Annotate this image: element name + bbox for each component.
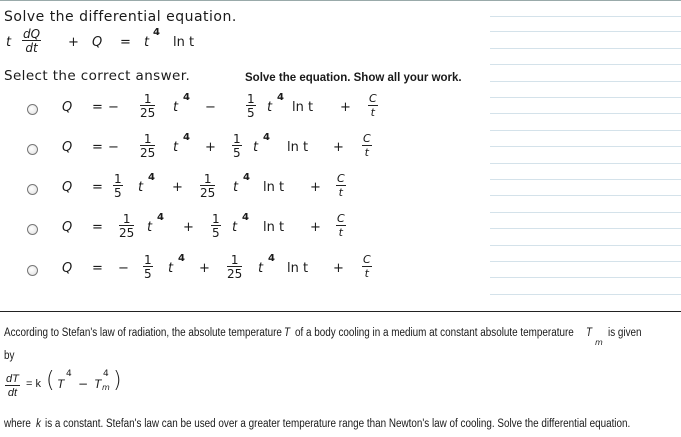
stefan-line2a: where: [4, 418, 31, 430]
option-op: −: [205, 100, 216, 115]
coef2-num: 1: [227, 254, 242, 267]
option-plus: +: [333, 140, 344, 155]
option-equals: =: [92, 140, 103, 155]
option-plus: +: [310, 220, 321, 235]
option-var: Q: [62, 261, 73, 276]
coef2-den: 25: [200, 186, 216, 200]
option-coef1: [140, 93, 155, 119]
eq-t2: t: [144, 35, 150, 50]
option-exp1: 4: [183, 132, 190, 143]
eq-equals: =: [120, 35, 131, 50]
coef1-den: 25: [140, 146, 156, 160]
option-exp1: 4: [178, 253, 185, 264]
option-coef2: [200, 173, 215, 199]
radio-button[interactable]: [27, 144, 38, 155]
option-coef2: [232, 133, 242, 159]
option-coef2: [211, 213, 221, 239]
select-answer-label: Select the correct answer.: [4, 68, 191, 84]
stefan-m: m: [595, 338, 603, 347]
coef2-num: 1: [233, 132, 241, 146]
coef2-den: 5: [233, 146, 241, 160]
radio-button[interactable]: [27, 104, 38, 115]
work-instruction: Solve the equation. Show all your work.: [245, 72, 462, 84]
option-C-over-t: [362, 254, 372, 280]
option-equals: =: [92, 180, 103, 195]
option-var: Q: [62, 220, 73, 235]
coef2-num: 1: [247, 92, 255, 106]
stefan-dT-dt: [5, 373, 20, 399]
radio-button[interactable]: [27, 224, 38, 235]
stefan-line1b: of a body cooling in a medium at constant absolute temperature: [295, 327, 574, 339]
eq-t: t: [6, 35, 12, 50]
C-num: C: [369, 92, 377, 105]
option-exp2: 4: [277, 92, 284, 103]
problem-title: Solve the differential equation.: [4, 9, 237, 25]
eq-dt: dt: [25, 41, 38, 55]
ruled-lines: [490, 0, 681, 305]
stefan-line2b: is a constant. Stefan's law can be used over a greater temperature range than Newton's law of cooling. Solve the differential equation.: [45, 418, 631, 430]
eq-dq: dQ: [23, 27, 41, 41]
stefan-m2: m: [102, 383, 110, 392]
coef2-num: 1: [200, 173, 215, 186]
option-equals: =: [92, 220, 103, 235]
eq-dq-dt: [22, 28, 41, 54]
stefan-rparen: ): [113, 368, 122, 393]
option-t1: t: [168, 261, 174, 276]
radio-button[interactable]: [27, 265, 38, 276]
coef1-den: 25: [140, 106, 156, 120]
option-exp1: 4: [157, 212, 164, 223]
option-exp1: 4: [148, 172, 155, 183]
option-C-over-t: [336, 213, 346, 239]
t-den: t: [338, 186, 343, 199]
stefan-line1c: is given: [608, 327, 642, 339]
option-var: Q: [62, 100, 73, 115]
option-plus: +: [310, 180, 321, 195]
stefan-minus: −: [78, 377, 89, 391]
option-ln: ln t: [292, 100, 314, 115]
stefan-lparen: (: [46, 368, 55, 393]
eq-plus: +: [68, 35, 79, 50]
option-t2: t: [232, 220, 238, 235]
C-num: C: [337, 172, 345, 185]
option-exp2: 4: [268, 253, 275, 264]
option-op: +: [199, 261, 210, 276]
option-op: +: [205, 140, 216, 155]
stefan-T1: T: [57, 377, 65, 391]
option-equals: =: [92, 100, 103, 115]
coef2-den: 5: [212, 226, 220, 240]
option-t2: t: [267, 100, 273, 115]
coef1-num: 1: [119, 213, 134, 226]
coef2-den: 25: [227, 267, 243, 281]
option-exp2: 4: [263, 132, 270, 143]
option-coef1: [113, 173, 123, 199]
stefan-eqk: = k: [26, 378, 41, 390]
option-exp2: 4: [243, 172, 250, 183]
stefan-k: k: [36, 418, 41, 430]
stefan-Tm: T: [586, 327, 593, 339]
t-den: t: [364, 267, 369, 280]
section-divider: [0, 311, 681, 312]
option-t1: t: [173, 100, 179, 115]
option-ln: ln t: [287, 261, 309, 276]
option-t1: t: [173, 140, 179, 155]
t-den: t: [364, 146, 369, 159]
option-C-over-t: [368, 93, 378, 119]
option-coef1: [143, 254, 153, 280]
stefan-four: 4: [66, 369, 72, 379]
option-coef1: [140, 133, 155, 159]
option-op: +: [172, 180, 183, 195]
coef1-num: 1: [140, 133, 155, 146]
option-ln: ln t: [287, 140, 309, 155]
option-exp1: 4: [183, 92, 190, 103]
eq-q: Q: [92, 35, 103, 50]
t-den: t: [338, 226, 343, 239]
option-var: Q: [62, 180, 73, 195]
coef1-num: 1: [144, 253, 152, 267]
option-t2: t: [253, 140, 259, 155]
option-exp2: 4: [242, 212, 249, 223]
C-num: C: [363, 253, 371, 266]
option-sign: −: [108, 140, 119, 155]
option-ln: ln t: [263, 220, 285, 235]
stefan-by: by: [4, 350, 15, 362]
option-coef2: [227, 254, 242, 280]
option-t1: t: [147, 220, 153, 235]
coef2-num: 1: [212, 212, 220, 226]
stefan-four2: 4: [103, 369, 109, 379]
stefan-line1a: According to Stefan's law of radiation, the absolute temperature: [4, 327, 282, 339]
option-sign: −: [118, 261, 129, 276]
radio-button[interactable]: [27, 184, 38, 195]
C-num: C: [363, 132, 371, 145]
coef1-den: 5: [144, 267, 152, 281]
eq-exp: 4: [153, 27, 160, 38]
option-coef2: [246, 93, 256, 119]
coef2-den: 5: [247, 106, 255, 120]
option-t2: t: [258, 261, 264, 276]
C-num: C: [337, 212, 345, 225]
option-plus: +: [333, 261, 344, 276]
option-op: +: [183, 220, 194, 235]
option-equals: =: [92, 261, 103, 276]
option-t2: t: [233, 180, 239, 195]
coef1-num: 1: [114, 172, 122, 186]
coef1-den: 5: [114, 186, 122, 200]
option-coef1: [119, 213, 134, 239]
option-plus: +: [340, 100, 351, 115]
eq-ln: ln t: [173, 35, 195, 50]
option-C-over-t: [362, 133, 372, 159]
t-den: t: [370, 106, 375, 119]
option-ln: ln t: [263, 180, 285, 195]
stefan-dT: dT: [6, 373, 19, 385]
stefan-dt: dt: [7, 387, 18, 399]
option-t1: t: [138, 180, 144, 195]
coef1-num: 1: [140, 93, 155, 106]
option-C-over-t: [336, 173, 346, 199]
option-sign: −: [108, 100, 119, 115]
stefan-T2: T: [94, 377, 102, 391]
coef1-den: 25: [119, 226, 135, 240]
option-var: Q: [62, 140, 73, 155]
stefan-T: T: [284, 327, 291, 339]
